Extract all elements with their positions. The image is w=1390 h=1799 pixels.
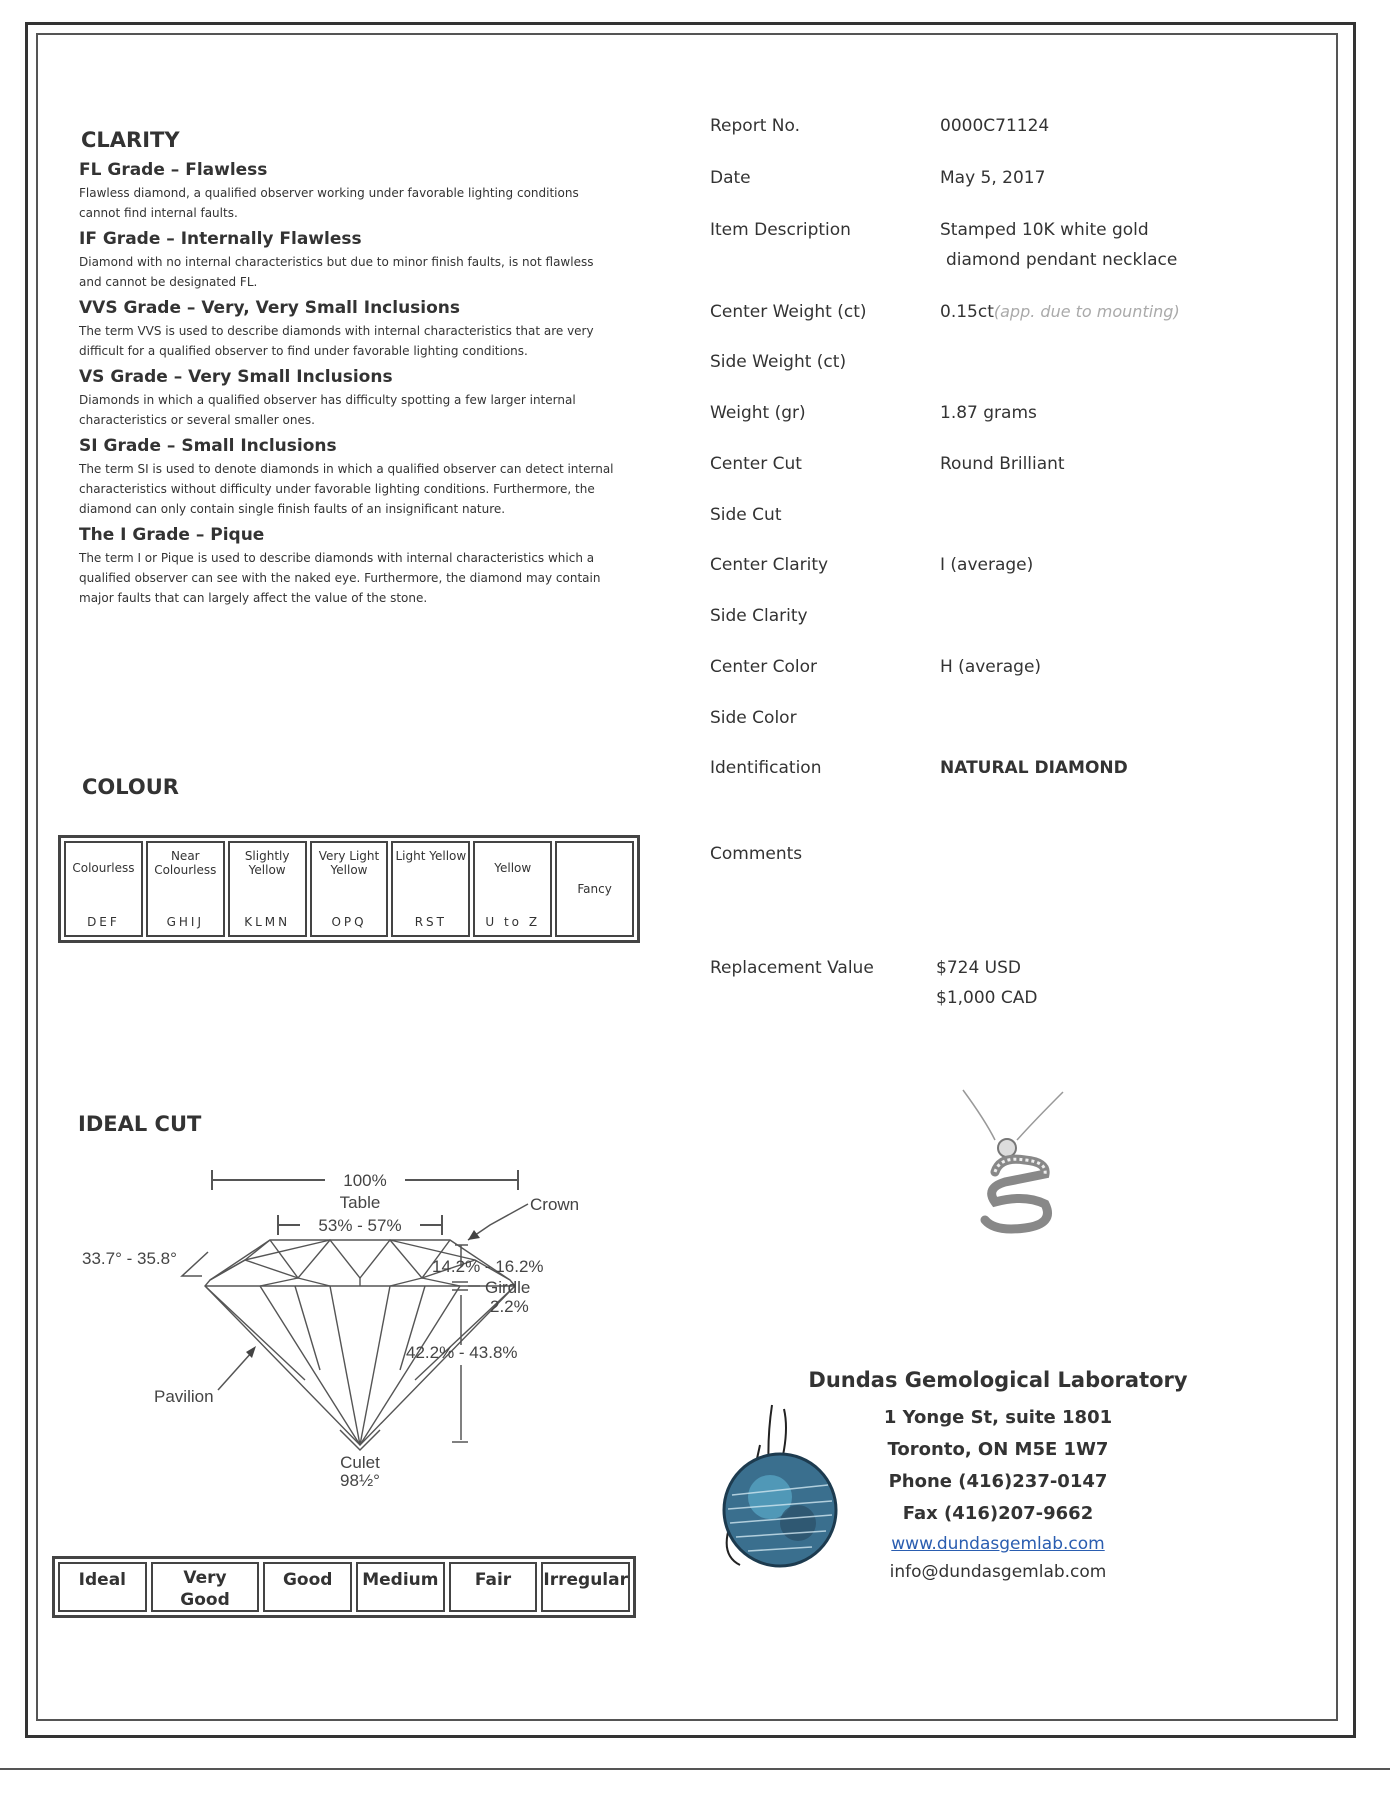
field-label: Side Color	[710, 708, 797, 728]
colour-grades: U to Z	[485, 915, 541, 929]
grade-desc: Diamonds in which a qualified observer has difficulty spotting a few larger internal characteristics or several smaller ones.	[79, 393, 576, 427]
clarity-title: CLARITY	[81, 128, 180, 152]
colour-grades: OPQ	[331, 915, 367, 929]
cut-grade-cell: Good	[263, 1562, 352, 1612]
culet-value: 98½°	[340, 1471, 380, 1490]
field-label: Comments	[710, 844, 803, 864]
field-label: Replacement Value	[710, 958, 874, 978]
colour-cell	[391, 841, 470, 937]
lab-website-link[interactable]: www.dundasgemlab.com	[891, 1534, 1105, 1554]
field-value: NATURAL DIAMOND	[940, 758, 1128, 778]
grade-desc: Diamond with no internal characteristics but due to minor finish faults, is not flawless and cannot be designated FL.	[79, 255, 594, 289]
colour-grades: RST	[414, 915, 448, 929]
colour-label: Fancy	[577, 882, 612, 896]
pavilion-depth: 42.2% - 43.8%	[406, 1343, 518, 1362]
cut-grade-cell: Very Good	[151, 1562, 260, 1612]
colour-cell	[64, 841, 143, 937]
grade-title: VS Grade – Very Small Inclusions	[79, 367, 393, 387]
field-value	[940, 302, 1180, 322]
field-value: Round Brilliant	[940, 454, 1065, 474]
cut-grade-cell: Medium	[356, 1562, 445, 1612]
grade-desc: Flawless diamond, a qualified observer working under favorable lighting conditions cannot find internal faults.	[79, 186, 579, 220]
bottom-rule	[0, 1768, 1390, 1770]
clarity-section	[75, 128, 635, 610]
grade-desc: The term I or Pique is used to describe diamonds with internal characteristics which a qualified observer can see with the naked eye. Furthermore, the diamond may contain major faults that can largely affect the value of the stone.	[79, 551, 601, 605]
lab-name: Dundas Gemological Laboratory	[808, 1368, 1188, 1392]
grade-desc: The term SI is used to denote diamonds in which a qualified observer can detect internal characteristics without difficulty under favorable lighting conditions. Furthermore, the diamond can only contain single finish faults of an insignificant nature.	[79, 462, 614, 516]
field-value: $724 USD	[936, 958, 1021, 978]
lab-email: info@dundasgemlab.com	[889, 1562, 1107, 1582]
field-value: H (average)	[940, 657, 1042, 677]
colour-grades: DEF	[87, 915, 120, 929]
grade-title: The I Grade – Pique	[79, 525, 265, 545]
colour-label: Near Colourless	[154, 849, 217, 877]
field-label: Weight (gr)	[710, 403, 806, 423]
table-label: Table	[339, 1193, 381, 1212]
colour-scale-table	[58, 835, 640, 943]
lab-contact-block	[808, 1368, 1188, 1586]
field-value: May 5, 2017	[940, 168, 1046, 188]
cut-grade-table	[52, 1556, 636, 1618]
total-label: 100%	[343, 1171, 387, 1190]
table-range: 53% - 57%	[318, 1216, 402, 1235]
field-label: Side Clarity	[710, 606, 808, 626]
colour-label: Very Light Yellow	[318, 849, 380, 877]
colour-label: Slightly Yellow	[244, 849, 290, 877]
cut-grade-cell: Fair	[449, 1562, 538, 1612]
pavilion-label: Pavilion	[154, 1387, 214, 1406]
table-dimension	[278, 1215, 442, 1235]
field-label: Center Weight (ct)	[710, 302, 867, 322]
field-label: Identification	[710, 758, 822, 778]
grade-title: IF Grade – Internally Flawless	[79, 229, 362, 249]
total-width-dimension	[212, 1170, 518, 1190]
colour-cell	[473, 841, 552, 937]
pavilion-depth-dimension	[406, 1295, 518, 1442]
field-value-main: 0.15ct	[940, 302, 994, 322]
crown-angle: 33.7° - 35.8°	[82, 1249, 177, 1268]
field-label: Date	[710, 168, 751, 188]
girdle-value: 2.2%	[490, 1297, 529, 1316]
crown-height: 14.2% - 16.2%	[432, 1257, 544, 1276]
colour-grades: KLMN	[244, 915, 291, 929]
crown-height-dimension	[432, 1245, 544, 1316]
field-value: I (average)	[940, 555, 1034, 575]
grade-title: SI Grade – Small Inclusions	[79, 436, 337, 456]
crown-label: Crown	[530, 1195, 580, 1214]
pendant-photo	[955, 1090, 1075, 1240]
field-label: Center Clarity	[710, 555, 829, 575]
lab-address-line2: Toronto, ON M5E 1W7	[887, 1439, 1109, 1460]
field-note: (app. due to mounting)	[993, 302, 1180, 321]
grade-title: FL Grade – Flawless	[79, 160, 268, 180]
colour-grades: GHIJ	[166, 915, 204, 929]
ideal-cut-title: IDEAL CUT	[78, 1112, 202, 1136]
diamond-cut-diagram	[70, 1140, 650, 1490]
field-value: 0000C71124	[940, 116, 1050, 136]
field-label: Side Cut	[710, 505, 782, 525]
lab-phone: Phone (416)237-0147	[888, 1471, 1108, 1492]
field-value: 1.87 grams	[940, 403, 1037, 423]
field-label: Item Description	[710, 220, 851, 240]
grade-desc: The term VVS is used to describe diamonds with internal characteristics that are very difficult for a qualified observer to find under favorable lighting conditions.	[79, 324, 594, 358]
grade-title: VVS Grade – Very, Very Small Inclusions	[79, 298, 461, 318]
girdle-label: Girdle	[485, 1278, 531, 1297]
field-label: Side Weight (ct)	[710, 352, 847, 372]
colour-cell	[310, 841, 389, 937]
cut-grade-cell: Ideal	[58, 1562, 147, 1612]
lab-address-line1: 1 Yonge St, suite 1801	[883, 1407, 1113, 1428]
field-value-line2: $1,000 CAD	[936, 988, 1038, 1008]
colour-label: Colourless	[72, 861, 135, 875]
colour-cell	[555, 841, 634, 937]
colour-cell	[146, 841, 225, 937]
field-label: Center Color	[710, 657, 818, 677]
colour-cell	[228, 841, 307, 937]
colour-title: COLOUR	[82, 775, 179, 799]
field-value-line2: diamond pendant necklace	[946, 250, 1178, 270]
culet-label: Culet	[340, 1453, 380, 1472]
field-label: Center Cut	[710, 454, 802, 474]
field-value: Stamped 10K white gold	[940, 220, 1149, 240]
colour-label: Yellow	[494, 861, 532, 875]
field-label: Report No.	[710, 116, 800, 136]
lab-fax: Fax (416)207-9662	[902, 1503, 1094, 1524]
colour-label: Light Yellow	[395, 849, 467, 863]
cut-grade-cell: Irregular	[541, 1562, 630, 1612]
